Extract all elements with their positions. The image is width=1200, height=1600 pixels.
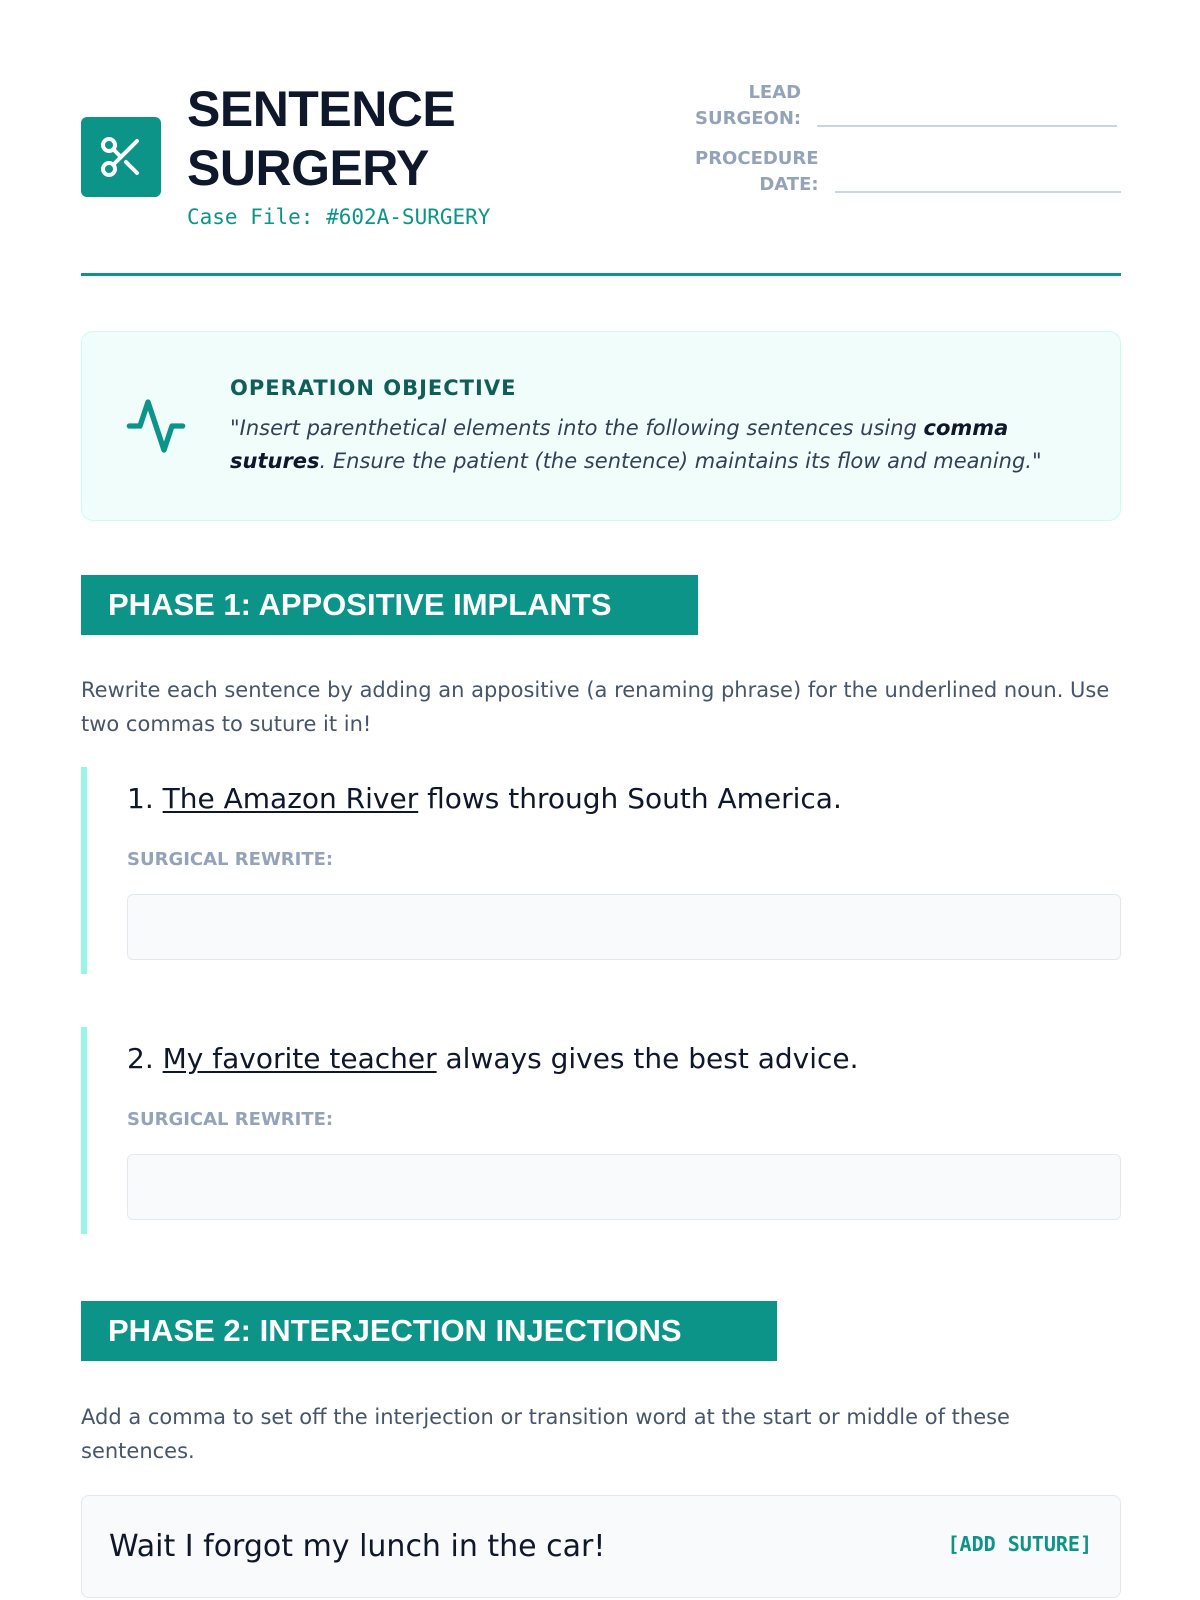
title-line-2: SURGERY [187, 140, 429, 196]
header-divider [81, 273, 1121, 276]
procedure-date-label-line1: PROCEDURE [695, 148, 819, 169]
objective-text-start: "Insert parenthetical elements into the following sentences using [230, 416, 924, 440]
phase-2-header: PHASE 2: INTERJECTION INJECTIONS [81, 1301, 777, 1361]
interjection-card [81, 1495, 1121, 1598]
lead-surgeon-label-line2: SURGEON: [695, 108, 802, 129]
underlined-noun: The Amazon River [162, 782, 419, 815]
lead-surgeon-label-line1: LEAD [748, 82, 802, 103]
rewrite-label: SURGICAL REWRITE: [127, 1109, 334, 1130]
scissors-icon [97, 133, 145, 181]
lead-surgeon-blank[interactable] [817, 125, 1117, 127]
procedure-date-field [695, 146, 1121, 198]
rewrite-input[interactable] [127, 894, 1121, 960]
sentence-rest: flows through South America. [418, 782, 842, 815]
page-title [187, 80, 455, 198]
list-item [81, 1027, 1121, 1234]
objective-text-bold: comma sutures [230, 416, 1009, 473]
interjection-sentence: Wait I forgot my lunch in the car! [109, 1529, 606, 1564]
lead-surgeon-field [695, 80, 1117, 132]
item-sentence [127, 1041, 859, 1077]
title-line-1: SENTENCE [187, 81, 456, 137]
pulse-icon [124, 394, 188, 458]
logo-badge [81, 117, 161, 197]
phase-2-instructions: Add a comma to set off the interjection or transition word at the start or middle of these sentences. [81, 1405, 1010, 1463]
objective-text [230, 412, 1070, 478]
procedure-date-label [695, 146, 819, 198]
underlined-noun: My favorite teacher [162, 1042, 437, 1075]
phase-1-instructions: Rewrite each sentence by adding an appositive (a renaming phrase) for the underlined noun. Use two commas to suture it in! [81, 678, 1110, 736]
rewrite-input[interactable] [127, 1154, 1121, 1220]
objective-text-end: . Ensure the patient (the sentence) maintains its flow and meaning." [319, 449, 1042, 473]
add-suture-button[interactable]: [ADD SUTURE] [947, 1532, 1092, 1556]
list-item [81, 767, 1121, 974]
sentence-rest: always gives the best advice. [436, 1042, 859, 1075]
rewrite-label: SURGICAL REWRITE: [127, 849, 334, 870]
case-file-id: Case File: #602A-SURGERY [187, 205, 491, 229]
phase-1-header: PHASE 1: APPOSITIVE IMPLANTS [81, 575, 698, 635]
objective-title: OPERATION OBJECTIVE [230, 376, 517, 400]
worksheet-header [81, 80, 1121, 276]
item-sentence [127, 781, 842, 817]
objective-box [81, 331, 1121, 521]
lead-surgeon-label [695, 80, 801, 132]
item-number: 1. [127, 782, 163, 815]
procedure-date-blank[interactable] [835, 191, 1121, 193]
item-number: 2. [127, 1042, 163, 1075]
procedure-date-label-line2: DATE: [759, 174, 819, 195]
